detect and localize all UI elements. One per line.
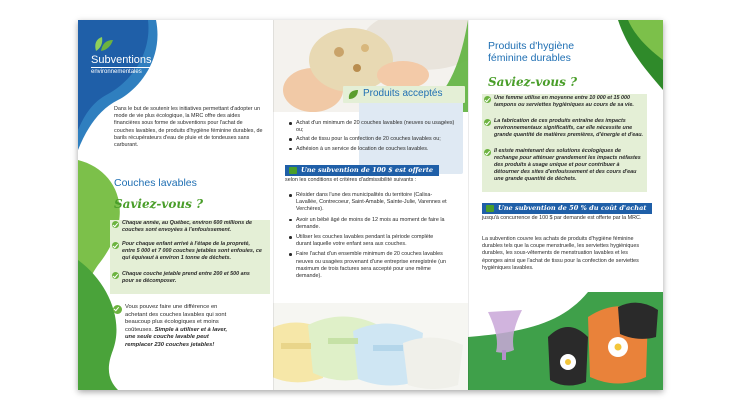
facts-box — [110, 220, 270, 294]
check-icon — [484, 96, 491, 103]
cloth-diapers-photo — [273, 303, 468, 390]
list-item: Adhésion à un service de location de couches lavables. — [289, 146, 461, 153]
panel-couches — [273, 20, 468, 390]
header-title: Subventions — [91, 54, 152, 66]
accepted-list — [289, 120, 461, 155]
fact-item: Pour chaque enfant arrivé à l'étape de la propreté, entre 5 000 et 7 000 couches jetables sont enfouies, ce qui équivaut à environ 1 tonne de déchets. — [122, 241, 262, 262]
list-item: Faire l'achat d'un ensemble minimum de 20 couches lavables neuves ou usagées provenant d'une entreprise enregistrée (un maximum de trois factures sera accepté pour une même demande). — [289, 251, 449, 280]
check-icon — [112, 242, 119, 249]
fold-line — [273, 20, 274, 390]
accepted-title-bar — [343, 86, 465, 103]
panel-hygiene — [468, 20, 663, 390]
hygiene-products-photo — [468, 292, 663, 390]
fold-line — [468, 20, 469, 390]
list-item: Utiliser les couches lavables pendant la période complète durant laquelle votre enfant sera aux couches. — [289, 234, 449, 248]
leaf-logo-icon — [92, 36, 114, 52]
list-item: Résider dans l'une des municipalités du territoire (Calixa-Lavallée, Contrecoeur, Saint-Amable, Sainte-Julie, Varennes et Verchères). — [289, 192, 449, 214]
brochure-sheet — [78, 20, 663, 390]
header-subtitle: environnementales — [91, 69, 142, 75]
check-icon — [112, 272, 119, 279]
fact-item: Une femme utilise en moyenne entre 10 000 et 15 000 tampons ou serviettes hygiéniques au cours de sa vie. — [494, 95, 634, 109]
fact-item: La fabrication de ces produits entraîne des impacts environnementaux significatifs, car elle nécessite une grande quantité de matières premières, d'énergie et d'eau. — [494, 118, 644, 139]
closing-emphasis: Simple à utiliser et à laver, une seule couche lavable peut remplacer 230 couches jetables! — [125, 326, 228, 348]
subvention-body: La subvention couvre les achats de produits d'hygiène féminine durables tels que la coupe menstruelle, les serviettes hygiéniques durables, les sous-vêtements de menstruation lavables et les éponges ainsi que l'achat de tissu pour la confection de serviettes hygiéniques lavables. — [482, 236, 640, 271]
subvention-banner: Une subvention de 100 $ est offerte — [285, 165, 439, 176]
list-item: Achat de tissu pour la confection de 20 couches lavables ou; — [289, 136, 461, 143]
section-title-couches: Couches lavables — [114, 177, 197, 189]
facts-box — [482, 94, 647, 192]
intro-paragraph: Dans le but de soutenir les initiatives permettant d'adopter un mode de vie plus écologique, la MRC offre des aides financières sous forme de subventions pour l'achat de couches lavables, de produits d'hygiène féminine durables, de barils récupérateurs d'eau de pluie et de tondeuses sans carburant. — [114, 106, 263, 149]
saviez-heading: Saviez-vous ? — [488, 75, 578, 89]
fact-item: Chaque couche jetable prend entre 200 et 500 ans pour se décomposer. — [122, 271, 250, 285]
fact-item: Il existe maintenant des solutions écologiques de rechange pour atténuer grandement les impacts néfastes des produits à usage unique et pour contribuer à détourner des sites d'enfouissement et des cours d'eau une grande quantité de déchets. — [494, 148, 641, 183]
subvention-banner: Une subvention de 50 % du coût d'achat — [482, 203, 652, 214]
leaf-icon — [348, 89, 359, 100]
accepted-title: Produits acceptés — [363, 88, 443, 99]
conditions-text: selon les conditions et critères d'admissibilité suivants : — [285, 177, 417, 183]
money-icon — [486, 205, 494, 212]
banner-subtext: jusqu'à concurrence de 100 $ par demande est offerte par la MRC. — [482, 215, 642, 221]
list-item: Achat d'un minimum de 20 couches lavables (neuves ou usagées) ou; — [289, 120, 461, 134]
title-line: Produits d'hygiène — [488, 40, 575, 52]
fact-item: Chaque année, au Québec, environ 600 millions de couches sont envoyées à l'enfouissement. — [122, 220, 253, 234]
money-icon — [289, 167, 297, 174]
header-divider — [91, 67, 161, 68]
criteria-list — [289, 192, 449, 282]
saviez-heading: Saviez-vous ? — [114, 197, 204, 211]
panel3-title — [488, 40, 574, 64]
list-item: Avoir un bébé âgé de moins de 12 mois au moment de faire la demande. — [289, 217, 449, 231]
panel-subventions — [78, 20, 273, 390]
closing-paragraph — [125, 304, 235, 350]
check-icon — [484, 149, 491, 156]
check-icon — [112, 221, 119, 228]
check-icon — [484, 119, 491, 126]
closing-text: Vous pouvez faire une différence en achetant des couches lavables qui sont beaucoup plus écologiques et moins coûteuses. — [125, 304, 227, 333]
check-icon — [113, 305, 122, 314]
title-line: féminine durables — [488, 52, 571, 64]
